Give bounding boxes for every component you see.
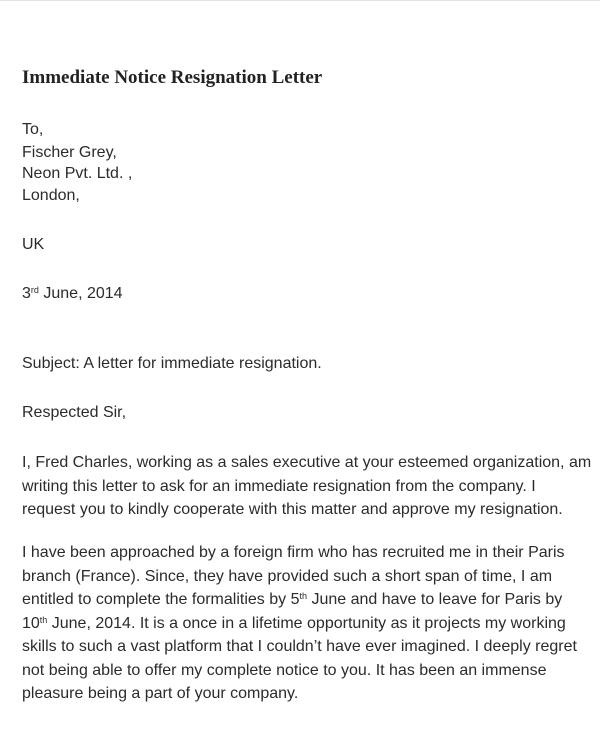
paragraph-2-line: branch (France). Since, they have provided such a short span of time, I am <box>22 567 553 585</box>
letter-title: Immediate Notice Resignation Letter <box>22 67 323 88</box>
paragraph-1 <box>22 451 592 522</box>
paragraph-2-text: June and have to leave for Paris by <box>307 591 563 608</box>
recipient-city: London, <box>22 187 80 204</box>
paragraph-2 <box>22 541 582 706</box>
letter-salutation: Respected Sir, <box>22 404 127 421</box>
date-day: 3 <box>22 285 31 302</box>
paragraph-2-line: I have been approached by a foreign firm who has recruited me in their Paris <box>22 544 565 561</box>
paragraph-2-line: pleasure being a part of your company. <box>22 685 299 702</box>
recipient-name: Fischer Grey, <box>22 144 117 161</box>
paragraph-1-line: I, Fred Charles, working as a sales executive at your esteemed organization, am <box>22 454 592 471</box>
ordinal-suffix: th <box>299 591 307 601</box>
recipient-country: UK <box>22 236 45 253</box>
paragraph-1-line: request you to kindly cooperate with this matter and approve my resignation. <box>22 501 563 518</box>
recipient-to: To, <box>22 121 44 138</box>
ordinal-suffix: th <box>39 614 48 625</box>
letter-subject: Subject: A letter for immediate resignation. <box>22 355 322 372</box>
recipient-company: Neon Pvt. Ltd. , <box>22 165 133 182</box>
paragraph-2-line: skills to such a vast platform that I couldn’t have ever imagined. I deeply regret <box>22 638 577 655</box>
paragraph-2-line <box>22 588 582 612</box>
date-suffix: rd <box>30 285 39 295</box>
paragraph-1-line: writing this letter to ask for an immediate resignation from the company. I <box>22 477 536 495</box>
paragraph-2-line <box>22 612 582 636</box>
paragraph-2-text: June, 2014. It is a once in a lifetime opportunity as it projects my working <box>47 614 566 632</box>
letter-date <box>22 283 123 305</box>
paragraph-2-line: not being able to offer my complete notice to you. It has been an immense <box>22 661 547 679</box>
paragraph-2-text: entitled to complete the formalities by 5 <box>22 591 300 608</box>
date-rest: June, 2014 <box>38 285 123 302</box>
paragraph-2-text: 10 <box>22 614 40 632</box>
